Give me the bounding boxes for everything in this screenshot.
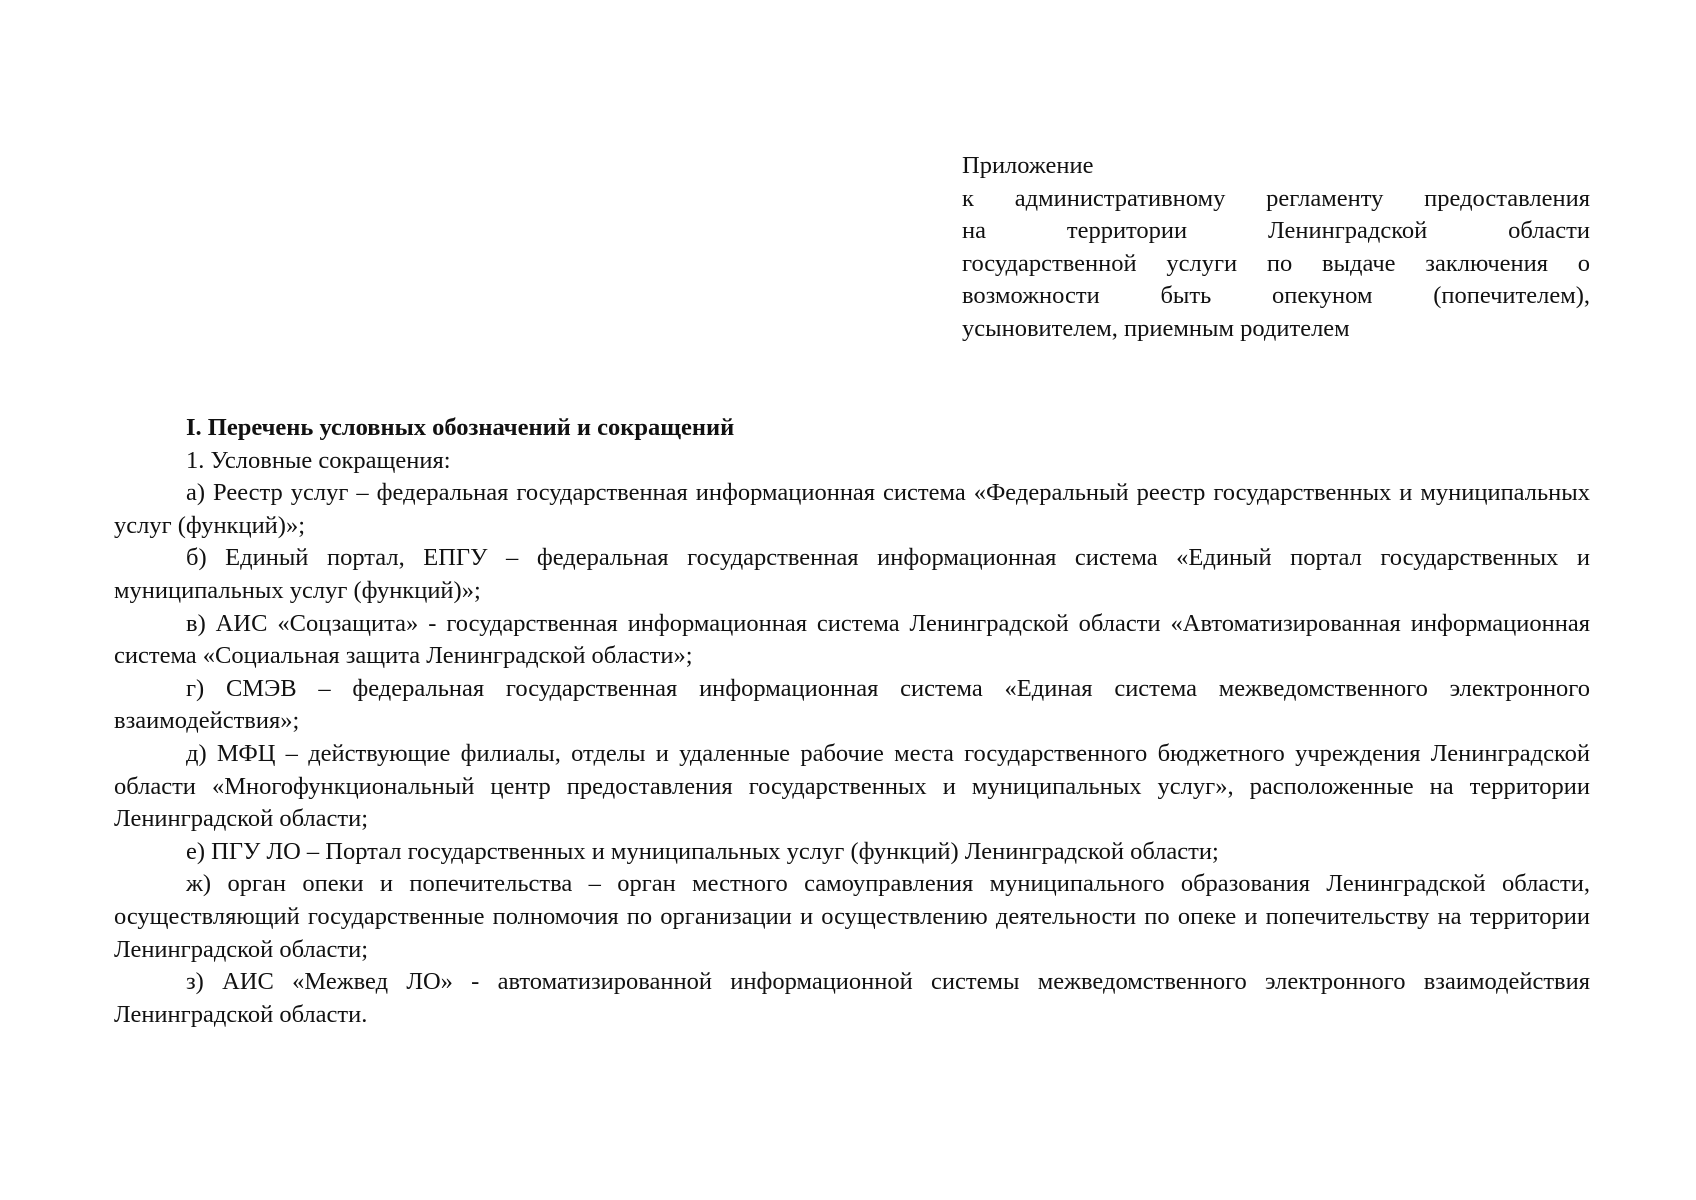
- abbreviation-item: б) Единый портал, ЕПГУ – федеральная государственная информационная система «Единый портал государственных и муниципальных услуг (функций)»;: [114, 544, 1590, 604]
- abbreviation-item: з) АИС «Межвед ЛО» - автоматизированной информационной системы межведомственного электронного взаимодействия Ленинградской области.: [114, 968, 1590, 1028]
- abbreviation-item: в) АИС «Соцзащита» - государственная информационная система Ленинградской области «Автоматизированная информационная система «Социальная защита Ленинградской области»;: [114, 609, 1590, 670]
- section-heading: I. Перечень условных обозначений и сокращений: [186, 414, 735, 441]
- appendix-line: государственной услуги по выдаче заключения о: [962, 249, 1590, 277]
- abbreviation-item: а) Реестр услуг – федеральная государственная информационная система «Федеральный реестр государственных и муниципальных услуг (функций)»;: [114, 479, 1590, 539]
- document-body: [114, 412, 1590, 1031]
- abbreviation-item: ж) орган опеки и попечительства – орган местного самоуправления муниципального образования Ленинградской области, осуществляющий государственные полномочия по организации и осуществлению деятельности по опеке и попечительству на территории Ленинградской области;: [114, 870, 1590, 963]
- appendix-line: к административному регламенту предоставления: [962, 184, 1590, 212]
- appendix-line: усыновителем, приемным родителем: [962, 314, 1350, 342]
- appendix-line: на территории Ленинградской области: [962, 217, 1590, 245]
- abbreviation-item: е) ПГУ ЛО – Портал государственных и муниципальных услуг (функций) Ленинградской области;: [186, 837, 1219, 865]
- abbreviation-item: г) СМЭВ – федеральная государственная информационная система «Единая система межведомственного электронного взаимодействия»;: [114, 674, 1590, 735]
- appendix-line: возможности быть опекуном (попечителем),: [962, 282, 1590, 310]
- appendix-title: Приложение: [962, 152, 1094, 179]
- appendix-header: [962, 150, 1590, 346]
- abbreviation-item: д) МФЦ – действующие филиалы, отделы и удаленные рабочие места государственного бюджетного учреждения Ленинградской области «Многофункциональный центр предоставления государственных и муниципальных услуг», расположенные на территории Ленинградской области;: [114, 739, 1590, 833]
- section-subheading: 1. Условные сокращения:: [186, 446, 451, 474]
